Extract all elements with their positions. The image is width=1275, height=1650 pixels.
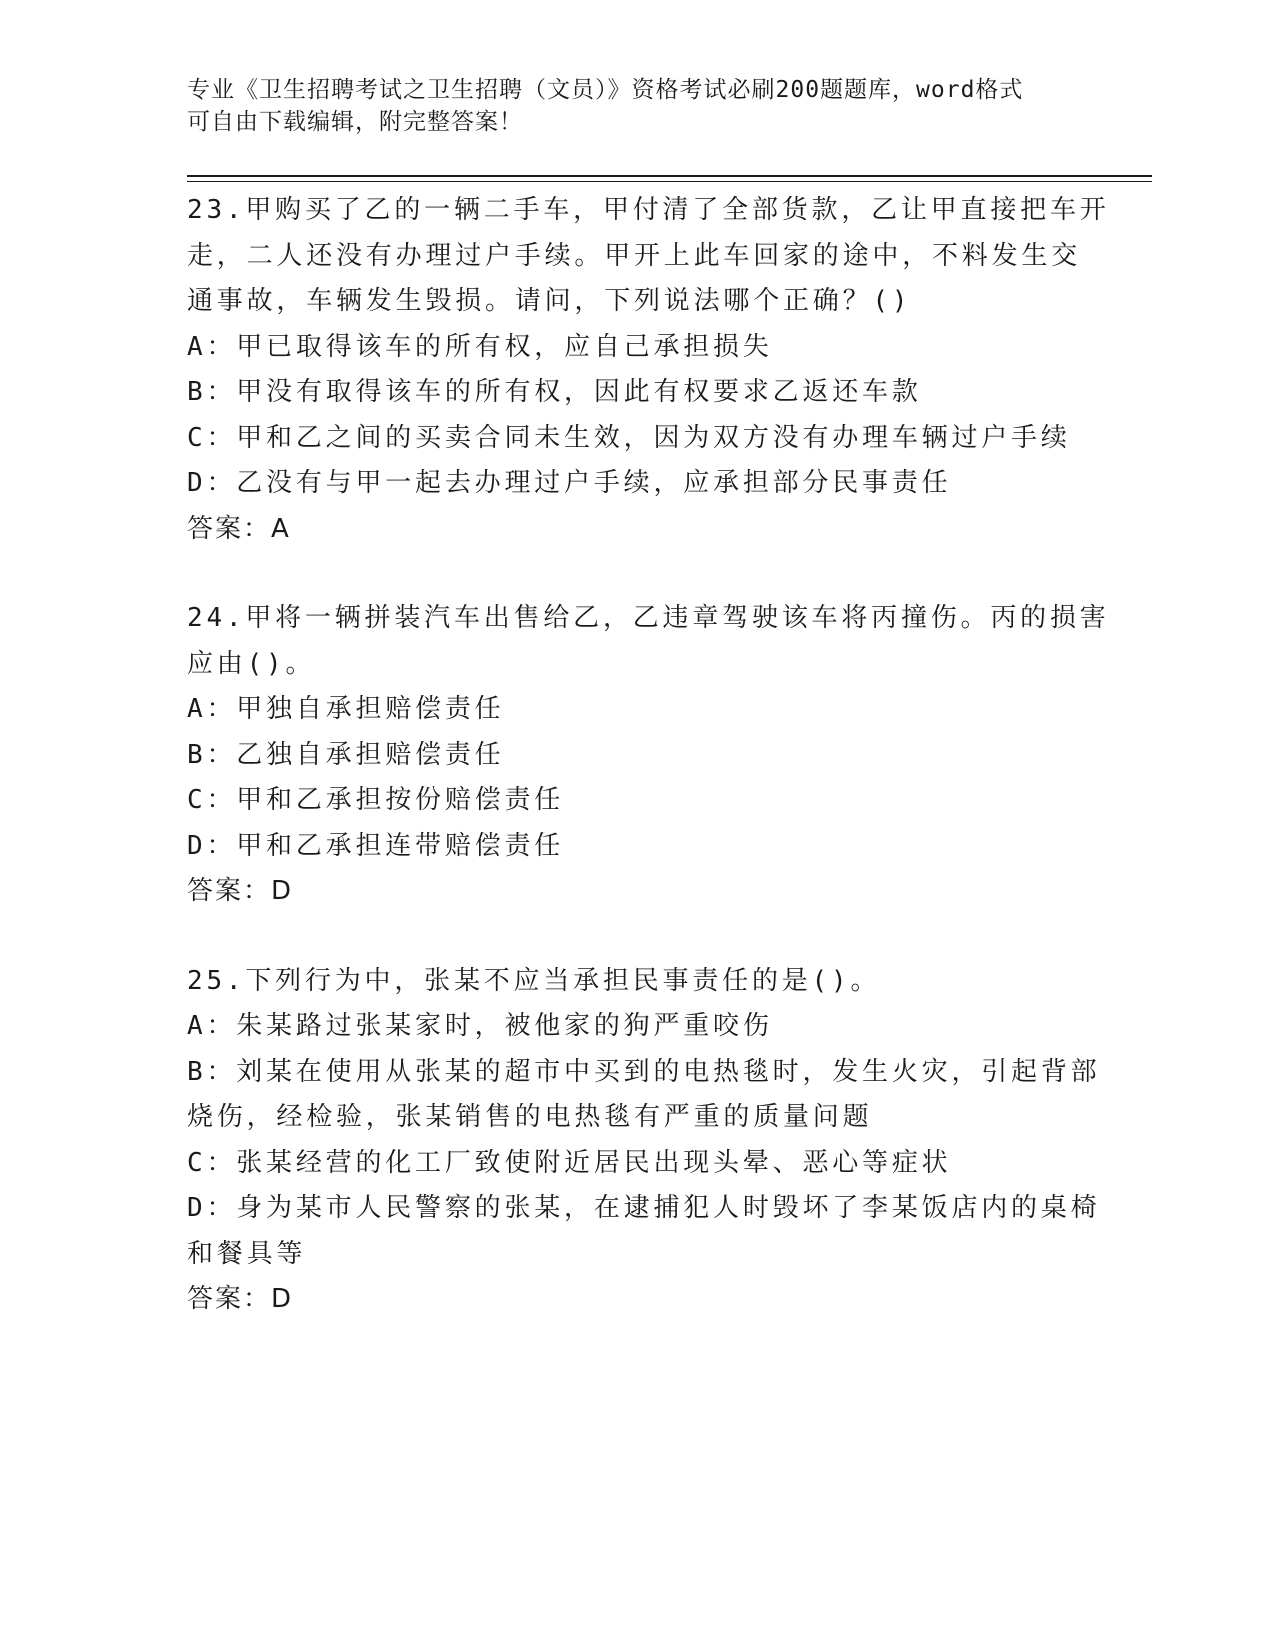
header-line-2: 可自由下载编辑，附完整答案！: [187, 109, 523, 135]
question-stem-line: 24.甲将一辆拼装汽车出售给乙，乙违章驾驶该车将丙撞伤。丙的损害: [187, 603, 1110, 633]
question-list: [187, 188, 1110, 1367]
option-b-continued: 烧伤，经检验，张某销售的电热毯有严重的质量问题: [187, 1102, 873, 1132]
option-c: C：张某经营的化工厂致使附近居民出现头晕、恶心等症状: [187, 1147, 952, 1178]
answer-label: 答案：A: [187, 513, 291, 544]
question-23: [187, 188, 1110, 552]
option-a: A：朱某路过张某家时，被他家的狗严重咬伤: [187, 1011, 773, 1041]
question-stem-line: 23.甲购买了乙的一辆二手车，甲付清了全部货款，乙让甲直接把车开: [187, 195, 1110, 225]
option-c: C：甲和乙之间的买卖合同未生效，因为双方没有办理车辆过户手续: [187, 422, 1071, 453]
option-d-continued: 和餐具等: [187, 1238, 307, 1269]
question-25: [187, 959, 1101, 1323]
option-b: B：刘某在使用从张某的超市中买到的电热毯时，发生火灾，引起背部: [187, 1056, 1101, 1087]
option-d: D：甲和乙承担连带赔偿责任: [187, 830, 565, 861]
question-24: [187, 596, 1110, 915]
option-a: A：甲已取得该车的所有权，应自己承担损失: [187, 331, 773, 362]
document-header: [187, 74, 1067, 138]
answer-label: 答案：D: [187, 876, 294, 906]
option-d: D：身为某市人民警察的张某，在逮捕犯人时毁坏了李某饭店内的桌椅: [187, 1193, 1101, 1223]
option-c: C：甲和乙承担按份赔偿责任: [187, 785, 565, 815]
question-stem-line: 应由()。: [187, 648, 316, 679]
header-divider-thin: [187, 181, 1152, 182]
option-a: A：甲独自承担赔偿责任: [187, 694, 505, 724]
answer-label: 答案：D: [187, 1284, 294, 1314]
question-stem-line: 25.下列行为中，张某不应当承担民事责任的是()。: [187, 965, 881, 996]
option-b: B：甲没有取得该车的所有权，因此有权要求乙返还车款: [187, 377, 922, 407]
header-line-1: 专业《卫生招聘考试之卫生招聘（文员）》资格考试必刷200题题库，word格式: [187, 77, 1024, 103]
option-d: D：乙没有与甲一起去办理过户手续，应承担部分民事责任: [187, 468, 952, 498]
question-stem-line: 通事故，车辆发生毁损。请问，下列说法哪个正确？(): [187, 286, 912, 316]
header-divider-thick: [187, 175, 1152, 177]
option-b: B：乙独自承担赔偿责任: [187, 739, 505, 770]
question-stem-line: 走，二人还没有办理过户手续。甲开上此车回家的途中，不料发生交: [187, 240, 1082, 271]
